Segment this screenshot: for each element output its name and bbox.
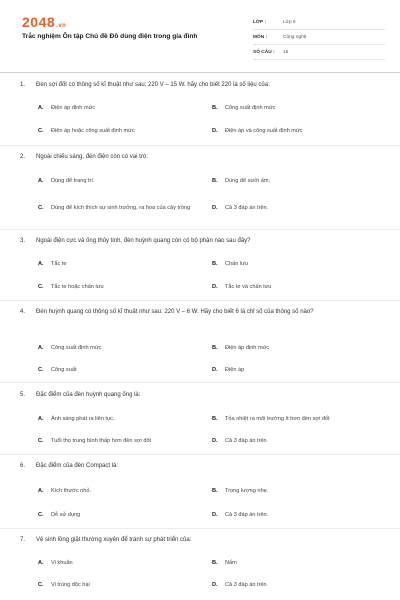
site-logo[interactable] <box>22 14 66 30</box>
option-letter: B. <box>212 105 218 111</box>
option-letter: C. <box>38 512 44 518</box>
answer-option[interactable] <box>212 205 385 213</box>
option-letter: C. <box>38 367 44 373</box>
meta-label: LỚP : <box>253 19 267 25</box>
option-letter: C. <box>38 205 44 211</box>
answer-option[interactable] <box>38 345 211 353</box>
answer-option[interactable] <box>212 128 385 136</box>
question-number: 3. <box>20 238 26 244</box>
option-text: Cả 3 đáp án trên <box>225 438 267 444</box>
question-number: 7. <box>20 537 26 543</box>
answer-option[interactable] <box>38 438 211 446</box>
answer-option[interactable] <box>38 284 211 292</box>
question-number: 2. <box>20 154 26 160</box>
question-body: Đèn sợi đốt có thông số kĩ thuật như sau: 220 V – 15 W. hãy cho biết 220 là số liệu của: <box>36 82 270 88</box>
question-number: 1. <box>20 82 26 88</box>
option-letter: D. <box>212 128 218 134</box>
answer-option[interactable] <box>38 105 211 113</box>
option-text: Cả 3 đáp án trên <box>225 582 267 588</box>
question-text <box>20 462 380 471</box>
question-text <box>20 391 380 400</box>
option-letter: C. <box>38 582 44 588</box>
question-separator <box>0 145 400 146</box>
option-text: Dùng để sưởi ấm. <box>225 178 271 184</box>
question-text <box>20 153 380 162</box>
option-text: Vi trùng độc hại <box>51 582 90 588</box>
question-body: Ngoài chiếu sáng, đèn điện còn có vai trò: <box>36 154 148 160</box>
answer-option[interactable] <box>212 367 385 375</box>
option-letter: B. <box>212 345 218 351</box>
logo-text: 2048 <box>22 14 56 30</box>
question-number: 5. <box>20 392 26 398</box>
answer-option[interactable] <box>38 512 211 520</box>
option-letter: A. <box>38 261 44 267</box>
answer-option[interactable] <box>38 128 211 136</box>
question-separator <box>0 382 400 383</box>
meta-row-subject <box>253 30 385 45</box>
option-letter: B. <box>212 261 218 267</box>
option-text: Nấm <box>225 560 237 566</box>
option-letter: B. <box>212 488 218 494</box>
answer-option[interactable] <box>38 488 211 496</box>
option-text: Dễ sử dụng <box>51 512 81 518</box>
option-text: Dùng để trang trí. <box>51 178 95 184</box>
option-letter: D. <box>212 205 218 211</box>
question-separator <box>0 300 400 301</box>
option-text: Chấn lưu <box>225 261 249 267</box>
answer-option[interactable] <box>38 367 211 375</box>
question-number: 4. <box>20 309 26 315</box>
question-separator <box>0 229 400 230</box>
option-text: Tuổi thọ trung bình thấp hơn đèn sợi đốt <box>51 438 152 444</box>
option-letter: A. <box>38 560 44 566</box>
answer-option[interactable] <box>212 345 385 353</box>
answer-option[interactable] <box>212 438 385 446</box>
answer-option[interactable] <box>212 105 385 113</box>
answer-option[interactable] <box>212 284 385 292</box>
option-text: Điện áp định mức <box>51 105 96 111</box>
option-letter: A. <box>38 416 44 422</box>
option-text: Vi khuẩn <box>51 560 73 566</box>
option-text: Tắc te <box>51 261 67 267</box>
option-text: Trọng lượng nhẹ. <box>225 488 269 494</box>
answer-option[interactable] <box>212 416 385 424</box>
option-letter: A. <box>38 178 44 184</box>
answer-option[interactable] <box>212 178 385 186</box>
option-text: Kích thước nhỏ. <box>51 488 92 494</box>
question-text <box>20 308 380 317</box>
option-text: Điện áp hoặc công suất định mức <box>51 128 135 134</box>
answer-option[interactable] <box>38 261 211 269</box>
question-text <box>20 237 380 246</box>
question-separator <box>0 528 400 529</box>
option-letter: A. <box>38 105 44 111</box>
answer-option[interactable] <box>212 560 385 568</box>
meta-value: Lớp 6 <box>283 19 296 25</box>
meta-label: MÔN : <box>253 34 268 40</box>
meta-row-class <box>253 15 385 30</box>
option-text: Dùng để kích thích sự sinh trưởng, ra hoa của cây trồng <box>51 205 191 211</box>
option-letter: C. <box>38 438 44 444</box>
option-letter: D. <box>212 438 218 444</box>
option-text: Tắc te và chấn lưu <box>225 284 272 290</box>
meta-info <box>253 15 385 60</box>
question-text <box>20 81 380 90</box>
option-letter: D. <box>212 512 218 518</box>
answer-option[interactable] <box>38 205 211 213</box>
meta-row-count <box>253 45 385 60</box>
meta-value: 15 <box>283 49 289 55</box>
question-body: Đèn huỳnh quang có thông số kĩ thuật như sau: 220 V – 6 W. Hãy cho biết 6 là chỉ số của thông số nào? <box>36 309 314 315</box>
question-text <box>20 536 380 545</box>
option-text: Điện áp định mức <box>225 345 270 351</box>
option-text: Điện áp <box>225 367 245 373</box>
answer-option[interactable] <box>212 261 385 269</box>
option-letter: A. <box>38 345 44 351</box>
option-text: Công suất định mức <box>51 345 102 351</box>
option-letter: B. <box>212 416 218 422</box>
document-title: Trắc nghiệm Ôn tập Chủ đề Đồ dùng điện trong gia đình <box>22 33 198 40</box>
answer-option[interactable] <box>212 582 385 590</box>
option-letter: D. <box>212 367 218 373</box>
option-text: Điện áp và công suất định mức <box>225 128 303 134</box>
question-body: Đặc điểm của đèn huỳnh quang ống là: <box>36 392 141 398</box>
meta-value: Công nghệ <box>283 34 307 40</box>
page-header <box>0 0 400 68</box>
question-number: 6. <box>20 463 26 469</box>
question-separator <box>0 454 400 455</box>
answer-option[interactable] <box>212 512 385 520</box>
option-letter: C. <box>38 284 44 290</box>
option-letter: C. <box>38 128 44 134</box>
option-text: Công suất <box>51 367 77 373</box>
header-divider <box>0 72 400 73</box>
meta-label: SỐ CÂU : <box>253 49 275 55</box>
option-letter: D. <box>212 582 218 588</box>
option-text: Cả 3 đáp án trên. <box>225 512 269 518</box>
answer-option[interactable] <box>212 488 385 496</box>
option-letter: D. <box>212 284 218 290</box>
option-letter: B. <box>212 178 218 184</box>
answer-option[interactable] <box>38 416 211 424</box>
option-text: Tỏa nhiệt ra môi trường ít hơn đèn sợi đốt <box>225 416 330 422</box>
answer-option[interactable] <box>38 582 211 590</box>
logo-suffix: .vn <box>56 23 67 29</box>
option-text: Cả 3 đáp án trên. <box>225 205 269 211</box>
option-text: Công suất định mức <box>225 105 276 111</box>
option-text: Ánh sáng phát ra liên tục. <box>51 416 115 422</box>
question-body: Ngoài điện cực và ống thủy tinh, đèn huỳnh quang còn có bộ phận nào sau đây? <box>36 238 251 244</box>
option-letter: A. <box>38 488 44 494</box>
question-body: Đặc điểm của đèn Compact là: <box>36 463 119 469</box>
question-body: Vệ sinh lồng giặt thường xuyên để tránh sự phát triển của: <box>36 537 192 543</box>
answer-option[interactable] <box>38 178 211 186</box>
answer-option[interactable] <box>38 560 211 568</box>
option-text: Tắc te hoặc chấn lưu <box>51 284 104 290</box>
option-letter: B. <box>212 560 218 566</box>
